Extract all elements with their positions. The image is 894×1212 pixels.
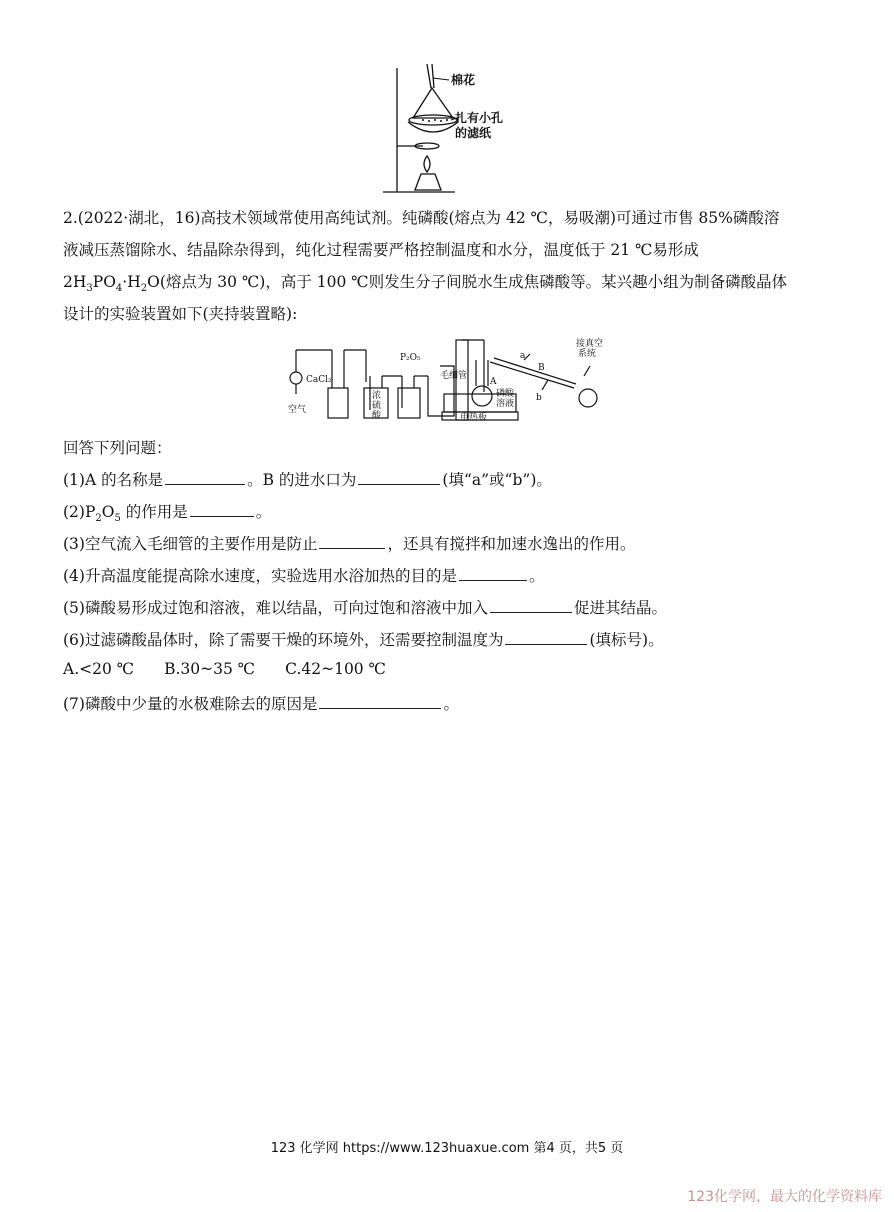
page-footer: 123 化学网 https://www.123huaxue.com 第4 页，共5 页 bbox=[270, 1141, 624, 1156]
acid-label-2: 硫 bbox=[372, 401, 382, 411]
air-label: 空气 bbox=[288, 405, 307, 415]
sublimation-apparatus-figure bbox=[375, 60, 525, 198]
questions-intro: 回答下列问题： bbox=[63, 439, 172, 457]
option-b: B.30~35 ℃ bbox=[164, 660, 256, 678]
acid-label-1: 浓 bbox=[372, 391, 382, 401]
question-2: $(2)P_2O_5$ 的作用是 。 bbox=[63, 500, 271, 524]
distillation-apparatus-figure bbox=[284, 336, 614, 428]
watermark: 123化学网，最大的化学资料库 bbox=[687, 1189, 882, 1205]
condenser-b-label: B bbox=[538, 363, 545, 373]
inlet-b-label: b bbox=[536, 393, 542, 403]
problem-line-2: 液减压蒸馏除水、结晶除杂得到，纯化过程需要严格控制温度和水分，温度低于 21 ℃易形成 bbox=[63, 241, 699, 259]
answer-blank-6[interactable] bbox=[505, 628, 587, 645]
question-1: (1)A 的名称是 。B 的进水口为 (填“a”或“b”)。 bbox=[63, 468, 552, 490]
capillary-label: 毛细管 bbox=[440, 371, 468, 381]
vacuum-label-2: 系统 bbox=[578, 349, 597, 359]
answer-blank-1b[interactable] bbox=[358, 468, 440, 485]
question-7: (7)磷酸中少量的水极难除去的原因是 。 bbox=[63, 692, 459, 714]
question-3: (3)空气流入毛细管的主要作用是防止 ，还具有搅拌和加速水逸出的作用。 bbox=[63, 532, 635, 554]
question-5: (5)磷酸易形成过饱和溶液，难以结晶，可向过饱和溶液中加入 促进其结晶。 bbox=[63, 596, 667, 618]
question-6: (6)过滤磷酸晶体时，除了需要干燥的环境外，还需要控制温度为 (填标号)。 bbox=[63, 628, 664, 650]
answer-blank-5[interactable] bbox=[490, 596, 572, 613]
answer-blank-4[interactable] bbox=[459, 564, 527, 581]
cotton-label: 棉花 bbox=[451, 73, 476, 87]
problem-line-4: 设计的实验装置如下(夹持装置略): bbox=[63, 305, 298, 323]
filter-paper-label-2: 的滤纸 bbox=[455, 126, 492, 140]
answer-blank-7[interactable] bbox=[319, 692, 441, 709]
answer-blank-2[interactable] bbox=[190, 500, 254, 517]
phosphoric-label-2: 溶液 bbox=[496, 399, 515, 409]
answer-blank-1a[interactable] bbox=[165, 468, 245, 485]
answer-blank-3[interactable] bbox=[319, 532, 385, 549]
problem-line-3: $2H_3PO_4\cdot H_2O$(熔点为 30 ℃)，高于 100 ℃则发生分子间脱水生成焦磷酸等。某兴趣小组为制备磷酸晶体 bbox=[63, 273, 788, 295]
p2o5-label: P₂O₅ bbox=[400, 353, 421, 363]
flask-a-label: A bbox=[490, 377, 497, 387]
heater-label: 电热板 bbox=[460, 413, 488, 423]
question-4: (4)升高温度能提高除水速度，实验选用水浴加热的目的是 。 bbox=[63, 564, 544, 586]
phosphoric-label-1: 磷酸 bbox=[496, 389, 515, 399]
filter-paper-label-1: 扎有小孔 bbox=[455, 111, 504, 125]
cacl2-label: CaCl₂ bbox=[306, 375, 332, 385]
problem-line-1: 2.(2022·湖北，16)高技术领域常使用高纯试剂。纯磷酸(熔点为 42 ℃，易吸潮)可通过市售 85%磷酸溶 bbox=[63, 209, 780, 227]
acid-label-3: 酸 bbox=[372, 411, 382, 421]
vacuum-label-1: 接真空 bbox=[576, 339, 604, 349]
inlet-a-label: a bbox=[520, 351, 526, 361]
option-a: A.<20 ℃ bbox=[63, 660, 135, 678]
question-6-options bbox=[63, 660, 386, 678]
option-c: C.42~100 ℃ bbox=[285, 660, 386, 678]
